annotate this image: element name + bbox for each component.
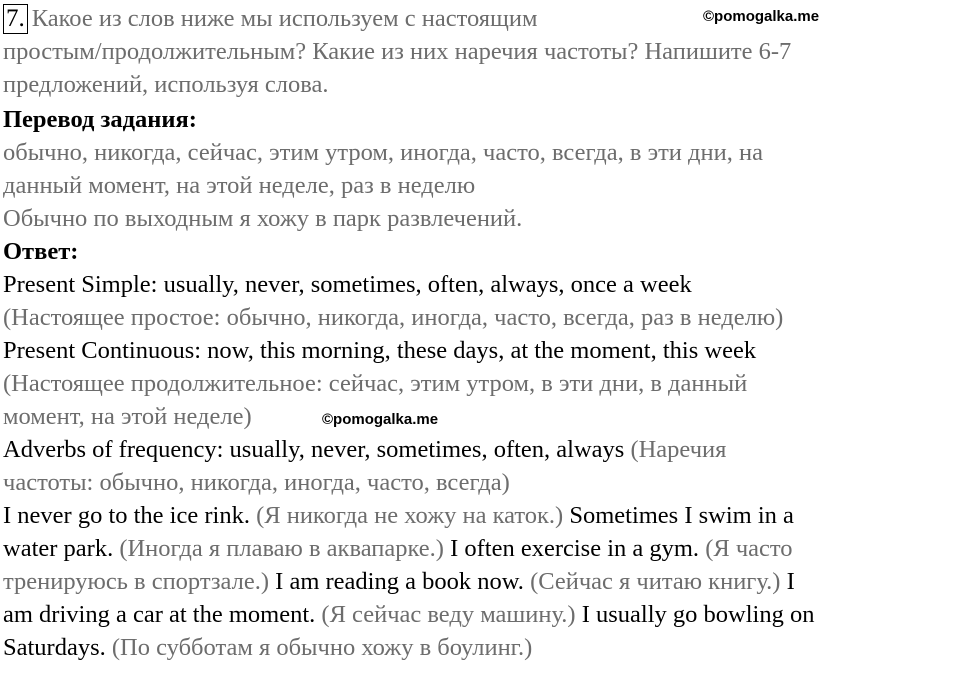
present-simple-translation: (Настоящее простое: обычно, никогда, иногда, часто, всегда, раз в неделю) (3, 304, 784, 331)
present-continuous-translation-1: (Настоящее продолжительное: сейчас, этим утром, в эти дни, в данный (3, 370, 748, 397)
translation-line-1: обычно, никогда, сейчас, этим утром, иногда, часто, всегда, в эти дни, на (3, 139, 763, 166)
present-continuous-translation-2: момент, на этой неделе) (3, 403, 252, 430)
adverbs-line-2: частоты: обычно, никогда, иногда, часто, всегда) (3, 469, 510, 496)
sentences-line-5: Saturdays. (По субботам я обычно хожу в боулинг.) (3, 634, 533, 661)
document-page (3, 2, 957, 664)
answer-heading: Ответ: (3, 238, 79, 265)
task-line-1: 7. Какое из слов ниже мы используем с настоящим (3, 2, 957, 35)
present-simple-line: Present Simple: usually, never, sometimes, often, always, once a week (3, 271, 692, 298)
task-line-3: предложений, используя слова. (3, 71, 329, 98)
adverbs-line-1: Adverbs of frequency: usually, never, sometimes, often, always (Наречия (3, 436, 727, 463)
translation-line-3: Обычно по выходным я хожу в парк развлечений. (3, 205, 523, 232)
task-line-2: простым/продолжительным? Какие из них наречия частоты? Напишите 6-7 (3, 38, 792, 65)
task-number: 7. (3, 4, 28, 34)
sentences-line-3: тренируюсь в спортзале.) I am reading a book now. (Сейчас я читаю книгу.) I (3, 568, 795, 595)
translation-line-2: данный момент, на этой неделе, раз в неделю (3, 172, 476, 199)
present-continuous-line: Present Continuous: now, this morning, these days, at the moment, this week (3, 337, 757, 364)
translation-heading: Перевод задания: (3, 106, 197, 133)
sentences-line-4: am driving a car at the moment. (Я сейчас веду машину.) I usually go bowling on (3, 601, 815, 628)
watermark-middle: ©pomogalka.me (322, 411, 439, 428)
sentences-line-2: water park. (Иногда я плаваю в аквапарке.) I often exercise in a gym. (Я часто (3, 535, 793, 562)
sentences-line-1: I never go to the ice rink. (Я никогда не хожу на каток.) Sometimes I swim in a (3, 502, 794, 529)
watermark-top: ©pomogalka.me (703, 8, 820, 25)
